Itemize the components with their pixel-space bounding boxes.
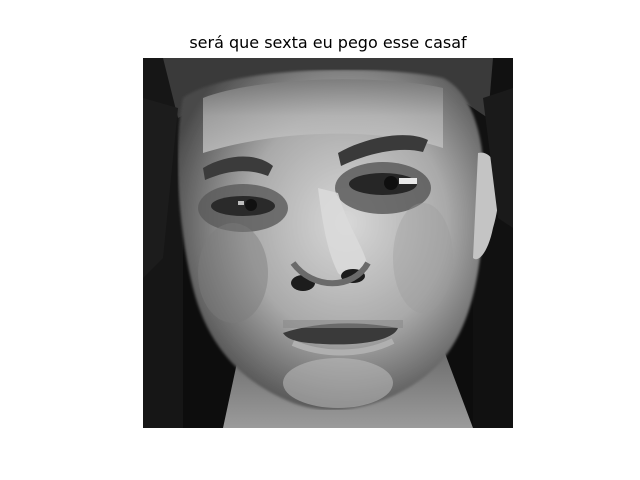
figure-title: será que sexta eu pego esse casaf <box>189 33 467 52</box>
image-axes <box>143 58 513 428</box>
grayscale-face-photo-icon <box>143 58 513 428</box>
